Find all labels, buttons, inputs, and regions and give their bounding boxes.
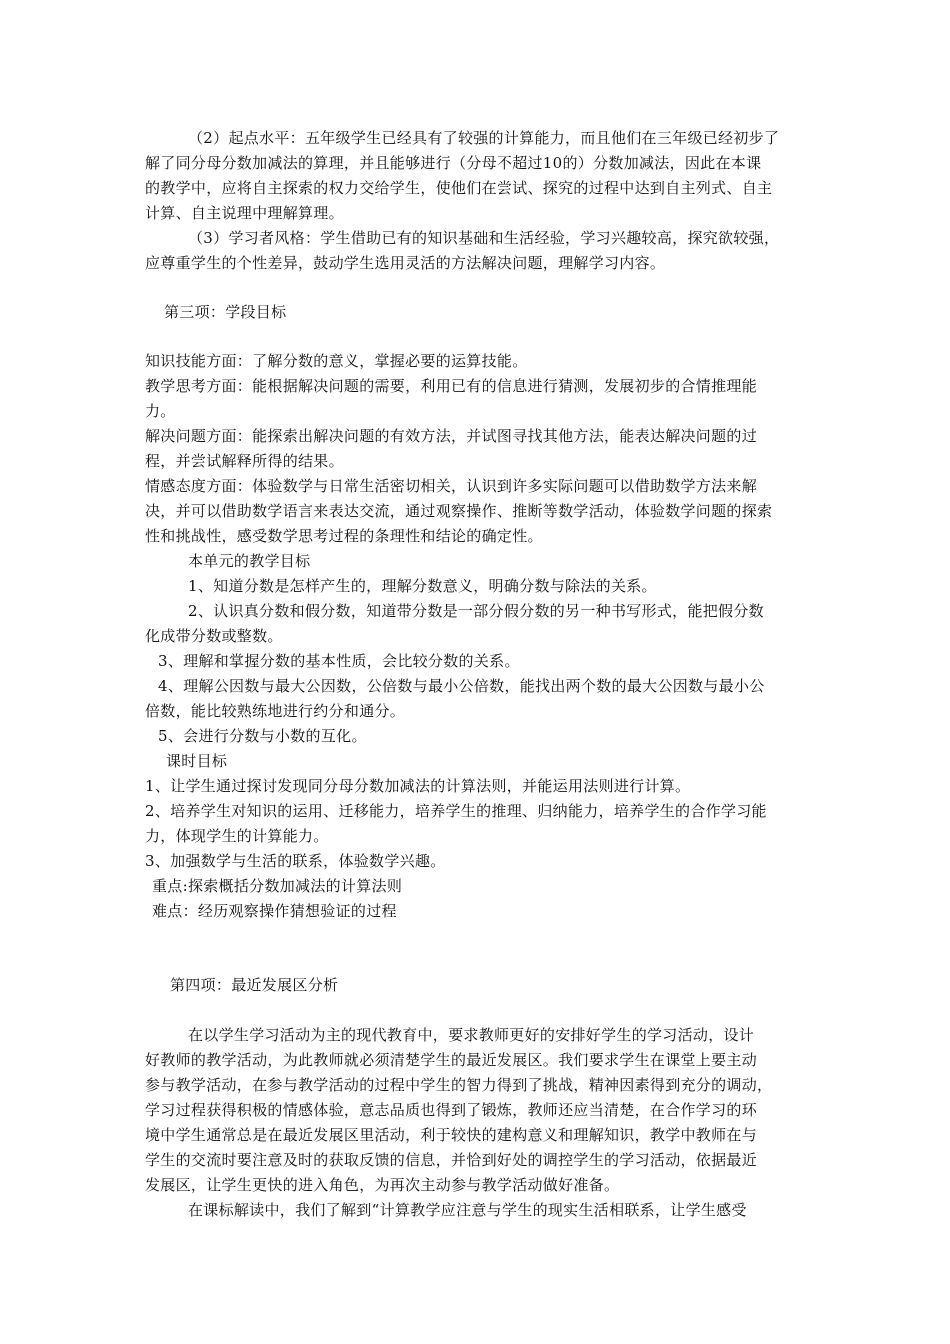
text-line: 力。 bbox=[145, 402, 176, 420]
text-line: 学习过程获得积极的情感体验，意志品质也得到了锻炼，教师还应当清楚，在合作学习的环 bbox=[145, 1101, 758, 1119]
text-line: 解了同分母分数加减法的算理，并且能够进行（分母不超过10的）分数加减法，因此在本课 bbox=[145, 154, 762, 172]
text-line: 好教师的教学活动，为此教师就必须清楚学生的最近发展区。我们要求学生在课堂上要主动 bbox=[145, 1051, 758, 1069]
text-line: 决，并可以借助数学语言来表达交流，通过观察操作、推断等数学活动，体验数学问题的探索 bbox=[145, 502, 773, 520]
list-item: 5、会进行分数与小数的互化。 bbox=[158, 727, 367, 745]
subheading: 课时目标 bbox=[166, 752, 228, 770]
section-heading: 第四项：最近发展区分析 bbox=[170, 976, 339, 994]
list-item: 2、认识真分数和假分数，知道带分数是一部分假分数的另一种书写形式，能把假分数 bbox=[188, 602, 764, 620]
subheading: 本单元的教学目标 bbox=[188, 552, 311, 570]
key-point: 重点:探索概括分数加减法的计算法则 bbox=[152, 877, 403, 895]
list-item: 1、知道分数是怎样产生的，理解分数意义，明确分数与除法的关系。 bbox=[188, 577, 657, 595]
text-line: 参与教学活动，在参与教学活动的过程中学生的智力得到了挑战，精神因素得到充分的调动， bbox=[145, 1076, 773, 1094]
text-line: 化成带分数或整数。 bbox=[145, 627, 283, 645]
text-line: 情感态度方面：体验数学与日常生活密切相关，认识到许多实际问题可以借助数学方法来解 bbox=[145, 477, 758, 495]
list-item: 4、理解公因数与最大公因数，公倍数与最小公倍数，能找出两个数的最大公因数与最小公 bbox=[158, 677, 765, 695]
text-line: （3）学习者风格：学生借助已有的知识基础和生活经验，学习兴趣较高，探究欲较强， bbox=[188, 229, 780, 247]
text-line: 在课标解读中，我们了解到“计算教学应注意与学生的现实生活相联系，让学生感受 bbox=[188, 1201, 747, 1219]
text-line: 性和挑战性，感受数学思考过程的条理性和结论的确定性。 bbox=[145, 527, 543, 545]
text-line: 境中学生通常总是在最近发展区里活动，利于较快的建构意义和理解知识，教学中教师在与 bbox=[145, 1126, 758, 1144]
list-item: 2、培养学生对知识的运用、迁移能力，培养学生的推理、归纳能力，培养学生的合作学习能 bbox=[145, 802, 767, 820]
text-line: 力，体现学生的计算能力。 bbox=[145, 827, 329, 845]
text-line: 倍数，能比较熟练地进行约分和通分。 bbox=[145, 702, 406, 720]
list-item: 3、理解和掌握分数的基本性质，会比较分数的关系。 bbox=[158, 652, 520, 670]
text-line: 教学思考方面：能根据解决问题的需要，利用已有的信息进行猜测，发展初步的合情推理能 bbox=[145, 377, 758, 395]
text-line: （2）起点水平：五年级学生已经具有了较强的计算能力，而且他们在三年级已经初步了 bbox=[188, 129, 780, 147]
text-line: 知识技能方面：了解分数的意义，掌握必要的运算技能。 bbox=[145, 352, 528, 370]
list-item: 3、加强数学与生活的联系，体验数学兴趣。 bbox=[145, 852, 446, 870]
text-line: 发展区，让学生更快的进入角色，为再次主动参与教学活动做好准备。 bbox=[145, 1176, 620, 1194]
list-item: 1、让学生通过探讨发现同分母分数加减法的计算法则，并能运用法则进行计算。 bbox=[145, 777, 691, 795]
text-line: 学生的交流时要注意及时的获取反馈的信息，并恰到好处的调控学生的学习活动，依据最近 bbox=[145, 1151, 758, 1169]
text-line: 解决问题方面：能探索出解决问题的有效方法，并试图寻找其他方法，能表达解决问题的过 bbox=[145, 427, 758, 445]
text-line: 应尊重学生的个性差异，鼓动学生选用灵活的方法解决问题，理解学习内容。 bbox=[145, 254, 666, 272]
difficult-point: 难点：经历观察操作猜想验证的过程 bbox=[152, 902, 397, 920]
text-line: 计算、自主说理中理解算理。 bbox=[145, 204, 344, 222]
text-line: 的教学中，应将自主探索的权力交给学生，使他们在尝试、探究的过程中达到自主列式、自主 bbox=[145, 179, 773, 197]
text-line: 程，并尝试解释所得的结果。 bbox=[145, 452, 344, 470]
text-line: 在以学生学习活动为主的现代教育中，要求教师更好的安排好学生的学习活动，设计 bbox=[188, 1026, 755, 1044]
section-heading: 第三项：学段目标 bbox=[164, 303, 287, 321]
